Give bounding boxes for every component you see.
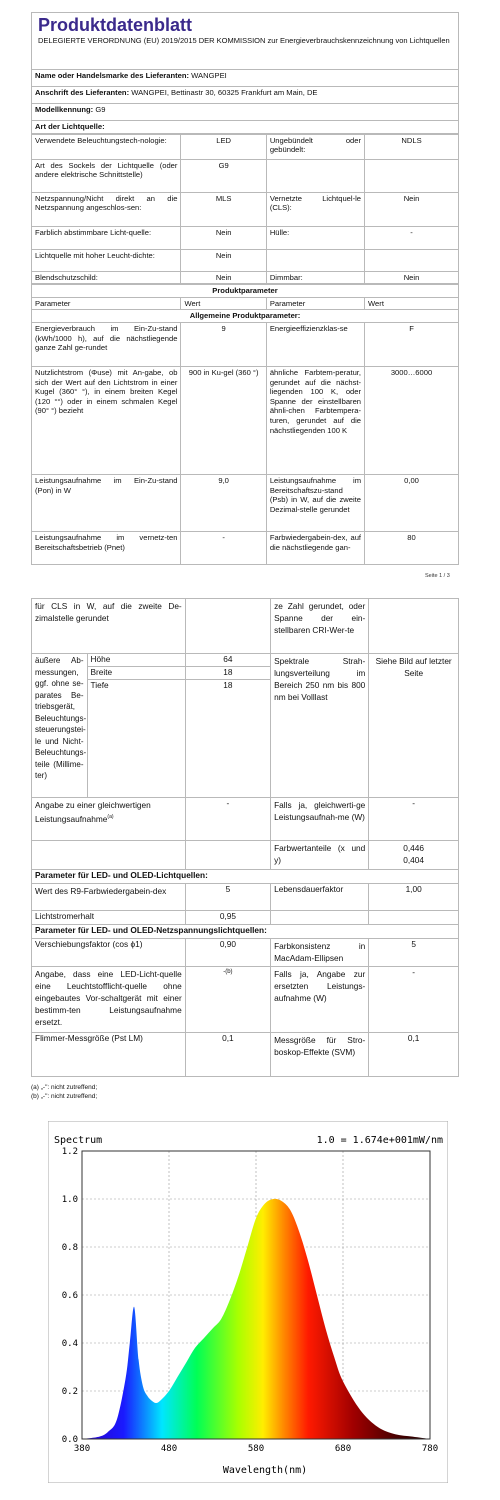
- table-row: [32, 159, 459, 192]
- y-tick-label: 0.8: [61, 1243, 78, 1253]
- led-heading: Parameter für LED- und OLED-Lichtquellen:: [32, 870, 459, 884]
- col-header-param: Parameter: [266, 297, 364, 310]
- table-row: [32, 226, 459, 249]
- table-row: [32, 1033, 459, 1077]
- row-label: Falls ja, gleichwerti-ge Leistungsaufnah-me (W): [271, 798, 369, 841]
- dims-label: äußere Ab-messungen, ggf. ohne se-parates Be-triebsgerät, Beleuchtungs-steuerungstei-le und Nicht-Beleuchtungs-teile (Millime-ter): [32, 654, 88, 798]
- header-block: [31, 12, 459, 69]
- row-label: Verschiebungsfaktor (cos ϕ1): [32, 939, 186, 967]
- row-label: Lichtquelle mit hoher Leucht-dichte:: [32, 249, 181, 271]
- row-value: Nein: [181, 271, 266, 284]
- supplier-address-label: Anschrift des Lieferanten:: [35, 88, 130, 97]
- row-label: ze Zahl gerundet, oder Spanne der ein-stellbaren CRI-Wer-te: [271, 599, 369, 654]
- footnote-ref: (a): [107, 814, 114, 820]
- table-row: [32, 654, 459, 667]
- spectrum-chart: [48, 1121, 448, 1483]
- row-value: Nein: [181, 226, 266, 249]
- row-value: [365, 159, 459, 192]
- table-row: [32, 322, 459, 366]
- row-label: Farbkonsistenz in MacAdam-Ellipsen: [271, 939, 369, 967]
- dim-value: 18: [185, 680, 270, 798]
- row-value: F: [365, 322, 459, 366]
- table-row: [32, 271, 459, 284]
- row-label: Flimmer-Messgröße (Pst LM): [32, 1033, 186, 1077]
- row-label: [32, 798, 186, 841]
- row-label: Energieverbrauch im Ein-Zu-stand (kWh/1000 h), auf die nächstliegende ganze Zahl ge-rundet: [32, 322, 181, 366]
- col-header-param: Parameter: [32, 297, 181, 310]
- footnote-a: (a) „-": nicht zutreffend;: [31, 1084, 98, 1091]
- row-value: Nein: [181, 249, 266, 271]
- row-label: Vernetzte Lichtquel-le (CLS):: [266, 192, 364, 226]
- table-row: [32, 798, 459, 841]
- y-tick-label: 0.6: [61, 1291, 78, 1301]
- row-value: 80: [365, 531, 459, 564]
- row-label: ähnliche Farbtem-peratur, gerundet auf die nächst-liegenden 100 K, oder Spanne der einstellbaren ähnli-chen Farbtempera-turen, gerundet auf die nächstliegenden 100 K: [266, 366, 364, 474]
- row-label: für CLS in W, auf die zweite De-zimalstelle gerundet: [32, 599, 186, 654]
- row-value: LED: [181, 134, 266, 159]
- mains-heading: Parameter für LED- und OLED-Netzspannungslichtquellen:: [32, 925, 459, 939]
- x-tick-label: 480: [160, 1444, 178, 1454]
- row-value: 5: [369, 939, 459, 967]
- x-tick-label: 580: [247, 1444, 265, 1454]
- model-value: G9: [95, 105, 106, 114]
- x-tick-label: 780: [421, 1444, 439, 1454]
- row-value: -: [181, 531, 266, 564]
- row-label: Energieeffizienzklas-se: [266, 322, 364, 366]
- row-value: -: [369, 967, 459, 1033]
- equiv-label: Angabe zu einer gleichwertigen Leistungsaufnahme: [35, 800, 151, 824]
- chart-scale-note: 1.0 = 1.674e+001mW/nm: [316, 1135, 443, 1146]
- row-value: 0,90: [185, 939, 270, 967]
- table-row: [32, 599, 459, 654]
- x-tick-label: 680: [334, 1444, 352, 1454]
- row-value: [369, 911, 459, 925]
- col-header-wert: Wert: [181, 297, 266, 310]
- chrom-x: 0,446: [403, 843, 425, 853]
- supplier-address: WANGPEI, Bettinastr 30, 60325 Frankfurt am Main, DE: [131, 88, 318, 97]
- row-value: Nein: [365, 192, 459, 226]
- row-label: Leistungsaufnahme im Bereitschaftszu-stand (Psb) in W, auf die zweite Dezimal-stelle gerundet: [266, 474, 364, 531]
- row-value: 3000…6000: [365, 366, 459, 474]
- row-value: NDLS: [365, 134, 459, 159]
- table-row: [32, 911, 459, 925]
- supplier-name-label: Name oder Handelsmarke des Lieferanten:: [35, 71, 190, 80]
- row-label: Farbwertanteile (x und y): [271, 841, 369, 870]
- page-number: Seite 1 / 3: [425, 573, 450, 579]
- row-value: 0,1: [185, 1033, 270, 1077]
- row-value: [365, 249, 459, 271]
- chart-title: Spectrum: [54, 1135, 103, 1146]
- row-label: Farbwiedergabein-dex, auf die nächstliegende gan-: [266, 531, 364, 564]
- row-value: -: [365, 226, 459, 249]
- row-label: Netzspannung/Nicht direkt an die Netzspannung angeschlos-sen:: [32, 192, 181, 226]
- footnote-b: (b) „-": nicht zutreffend;: [31, 1093, 98, 1100]
- row-label: Falls ja, Angabe zur ersetzten Leistungs-aufnahme (W): [271, 967, 369, 1033]
- row-value: [369, 841, 459, 870]
- row-label: Farblich abstimmbare Licht-quelle:: [32, 226, 181, 249]
- row-label: Verwendete Beleuchtungstech-nologie:: [32, 134, 181, 159]
- type-label: Art der Lichtquelle:: [32, 121, 459, 134]
- row-value: 0,00: [365, 474, 459, 531]
- row-label: Hülle:: [266, 226, 364, 249]
- row-label: Lebensdauerfaktor: [271, 884, 369, 911]
- row-value: -(b): [185, 967, 270, 1033]
- row-value: -: [369, 798, 459, 841]
- spectral-label: Spektrale Strah-lungsverteilung im Bereich 250 nm bis 800 nm bei Volllast: [271, 654, 369, 798]
- datasheet-page-1: [31, 12, 459, 565]
- row-label: Wert des R9-Farbwiedergabein-dex: [32, 884, 186, 911]
- row-value: 1,00: [369, 884, 459, 911]
- y-tick-label: 0.4: [61, 1339, 78, 1349]
- row-value: -: [185, 798, 270, 841]
- table-row: [32, 531, 459, 564]
- table-row: [32, 192, 459, 226]
- y-tick-label: 0.0: [61, 1435, 78, 1445]
- page-title: Produktdatenblatt: [38, 15, 193, 35]
- params-table-continued: [31, 598, 459, 1077]
- supplier-name: WANGPEI: [191, 71, 227, 80]
- row-label: Leistungsaufnahme im vernetz-ten Bereitschaftsbetrieb (Pnet): [32, 531, 181, 564]
- row-label: Angabe, dass eine LED-Licht-quelle eine Leuchtstofflicht-quelle ohne eingebautes Vor-schaltgerät mit einer bestimm-ten Leistungsaufnahme ersetzt.: [32, 967, 186, 1033]
- row-value: G9: [181, 159, 266, 192]
- row-label: [271, 911, 369, 925]
- row-label: Blendschutzschild:: [32, 271, 181, 284]
- dim-name: Tiefe: [87, 680, 185, 798]
- row-label: Nutzlichtstrom (Φuse) mit An-gabe, ob sich der Wert auf den Lichtstrom in einer Kugel (360° °), in einem breiten Kegel (120 °°) oder in einem schmalen Kegel (90° °) bezieht: [32, 366, 181, 474]
- row-value: 9,0: [181, 474, 266, 531]
- table-row: [32, 939, 459, 967]
- row-value: 900 in Ku-gel (360 °): [181, 366, 266, 474]
- dim-value: 64: [185, 654, 270, 667]
- row-value: 5: [185, 884, 270, 911]
- params-heading: Produktparameter: [32, 285, 459, 298]
- y-tick-label: 1.2: [61, 1147, 78, 1157]
- table-row: [32, 366, 459, 474]
- row-value: Nein: [365, 271, 459, 284]
- row-label: [266, 249, 364, 271]
- datasheet-page-2: [31, 598, 459, 1101]
- row-value: MLS: [181, 192, 266, 226]
- table-row: [32, 841, 459, 870]
- row-label: Dimmbar:: [266, 271, 364, 284]
- row-value: 9: [181, 322, 266, 366]
- table-row: [32, 884, 459, 911]
- row-label: Leistungsaufnahme im Ein-Zu-stand (Pon) in W: [32, 474, 181, 531]
- regulation-text: DELEGIERTE VERORDNUNG (EU) 2019/2015 DER KOMMISSION zur Energieverbrauchskennzeichnung von Lichtquellen: [38, 36, 450, 45]
- x-tick-label: 380: [73, 1444, 91, 1454]
- row-label: Lichtstromerhalt: [32, 911, 186, 925]
- row-label: Messgröße für Stro-boskop-Effekte (SVM): [271, 1033, 369, 1077]
- spectrum-svg: [48, 1121, 448, 1483]
- row-value: 0,1: [369, 1033, 459, 1077]
- params-table: [31, 284, 459, 565]
- row-label: [266, 159, 364, 192]
- table-row: [32, 474, 459, 531]
- dim-name: Breite: [87, 667, 185, 680]
- general-heading: Allgemeine Produktparameter:: [32, 310, 459, 323]
- supplier-table: [31, 69, 459, 134]
- chrom-y: 0,404: [403, 855, 425, 865]
- x-axis-label: Wavelength(nm): [222, 1465, 308, 1476]
- type-table: [31, 134, 459, 285]
- table-row: [32, 249, 459, 271]
- dim-name: Höhe: [87, 654, 185, 667]
- spectral-value: Siehe Bild auf letzter Seite: [369, 654, 459, 798]
- row-label: Art des Sockels der Lichtquelle (oder andere elektrische Schnittstelle): [32, 159, 181, 192]
- dim-value: 18: [185, 667, 270, 680]
- y-tick-label: 1.0: [61, 1195, 78, 1205]
- table-row: [32, 134, 459, 159]
- row-label: Ungebündelt oder gebündelt:: [266, 134, 364, 159]
- model-label: Modellkennung:: [35, 105, 94, 114]
- row-value: 0,95: [185, 911, 270, 925]
- y-tick-label: 0.2: [61, 1387, 78, 1397]
- col-header-wert: Wert: [365, 297, 459, 310]
- table-row: [32, 967, 459, 1033]
